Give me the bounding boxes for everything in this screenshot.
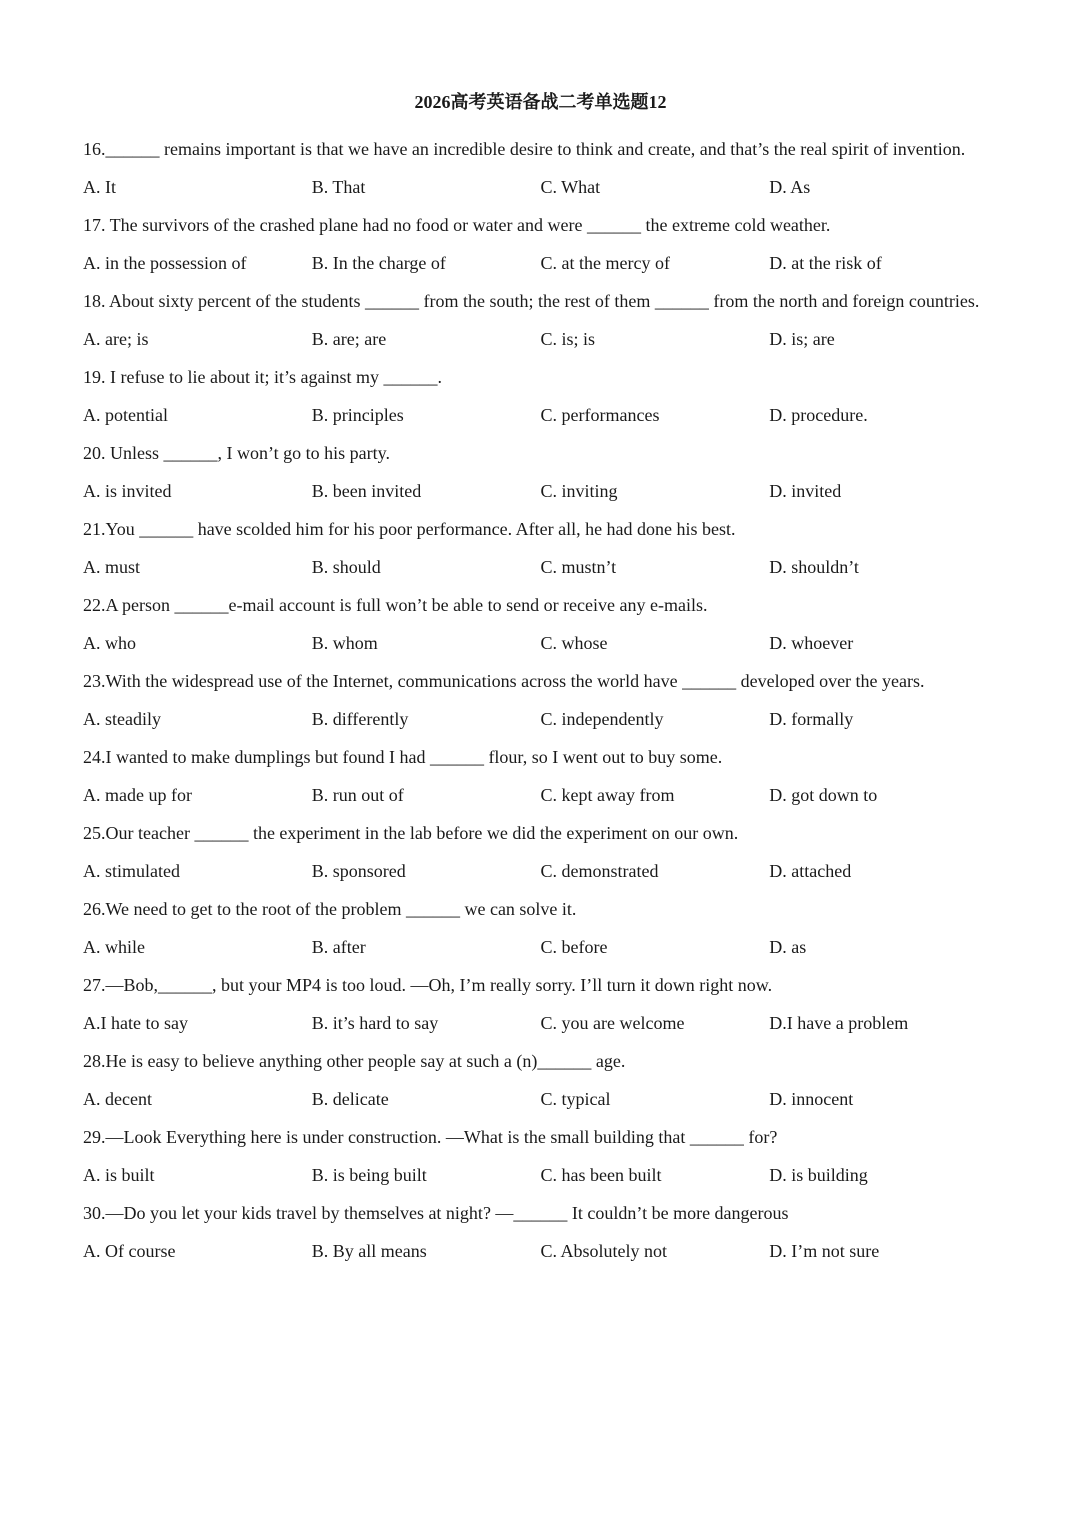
answer-option-c: C. is; is xyxy=(540,329,596,349)
answer-option-c: C. inviting xyxy=(540,481,618,501)
question-item xyxy=(83,130,998,206)
question-stem: 16.______ remains important is that we have an incredible desire to think and create, and that’s the real spirit of invention. xyxy=(83,139,966,159)
answer-option-a: A. who xyxy=(83,633,136,653)
answer-option-b: B. run out of xyxy=(311,785,404,805)
answer-option-c: C. before xyxy=(540,937,608,957)
answer-option-b: B. sponsored xyxy=(311,861,406,881)
question-item xyxy=(83,890,998,966)
answer-options xyxy=(83,928,998,966)
answer-option-d: D. shouldn’t xyxy=(769,557,859,577)
answer-option-c: C. Absolutely not xyxy=(540,1241,668,1261)
answer-option-b: B. By all means xyxy=(311,1241,427,1261)
answer-option-c: C. demonstrated xyxy=(540,861,659,881)
question-stem: 24.I wanted to make dumplings but found I had ______ flour, so I went out to buy some. xyxy=(83,747,723,767)
answer-options xyxy=(83,1004,998,1042)
answer-option-a: A. stimulated xyxy=(83,861,180,881)
answer-option-c: C. What xyxy=(540,177,601,197)
answer-option-c: C. has been built xyxy=(540,1165,662,1185)
answer-options xyxy=(83,244,998,282)
answer-option-b: B. That xyxy=(311,177,366,197)
question-stem: 30.—Do you let your kids travel by themselves at night? —______ It couldn’t be more dangerous xyxy=(83,1203,789,1223)
answer-options xyxy=(83,700,998,738)
answer-option-b: B. In the charge of xyxy=(311,253,446,273)
answer-option-d: D. as xyxy=(769,937,807,957)
question-item xyxy=(83,434,998,510)
question-item xyxy=(83,282,998,358)
answer-option-a: A. is built xyxy=(83,1165,155,1185)
answer-option-a: A. are; is xyxy=(83,329,149,349)
answer-option-d: D. at the risk of xyxy=(769,253,882,273)
answer-option-d: D. As xyxy=(769,177,811,197)
answer-option-d: D. procedure. xyxy=(769,405,868,425)
answer-option-d: D. is; are xyxy=(769,329,835,349)
answer-option-d: D. formally xyxy=(769,709,854,729)
answer-option-d: D. innocent xyxy=(769,1089,854,1109)
answer-option-b: B. whom xyxy=(311,633,378,653)
question-stem: 21.You ______ have scolded him for his poor performance. After all, he had done his best. xyxy=(83,519,736,539)
answer-option-b: B. is being built xyxy=(311,1165,427,1185)
answer-option-a: A. decent xyxy=(83,1089,152,1109)
question-item xyxy=(83,814,998,890)
question-item xyxy=(83,586,998,662)
question-item xyxy=(83,1042,998,1118)
answer-option-d: D.I have a problem xyxy=(769,1013,909,1033)
question-stem: 20. Unless ______, I won’t go to his party. xyxy=(83,443,390,463)
question-stem: 29.—Look Everything here is under construction. —What is the small building that ______ for? xyxy=(83,1127,778,1147)
question-item xyxy=(83,738,998,814)
answer-option-c: C. independently xyxy=(540,709,664,729)
answer-options xyxy=(83,624,998,662)
answer-option-a: A.I hate to say xyxy=(83,1013,188,1033)
answer-option-a: A. potential xyxy=(83,405,168,425)
answer-option-a: A. while xyxy=(83,937,145,957)
question-item xyxy=(83,1118,998,1194)
question-item xyxy=(83,510,998,586)
answer-option-c: C. performances xyxy=(540,405,660,425)
answer-option-a: A. is invited xyxy=(83,481,172,501)
answer-option-a: A. made up for xyxy=(83,785,192,805)
answer-options xyxy=(83,1080,998,1118)
answer-option-c: C. at the mercy of xyxy=(540,253,670,273)
answer-option-b: B. delicate xyxy=(311,1089,389,1109)
answer-option-c: C. typical xyxy=(540,1089,611,1109)
answer-option-b: B. been invited xyxy=(311,481,422,501)
answer-option-d: D. attached xyxy=(769,861,852,881)
answer-option-a: A. Of course xyxy=(83,1241,176,1261)
question-item xyxy=(83,662,998,738)
answer-options xyxy=(83,776,998,814)
answer-options xyxy=(83,548,998,586)
answer-option-a: A. in the possession of xyxy=(83,253,247,273)
answer-option-b: B. should xyxy=(311,557,381,577)
answer-options xyxy=(83,1156,998,1194)
answer-option-d: D. whoever xyxy=(769,633,854,653)
document-page xyxy=(83,88,998,1270)
answer-option-b: B. differently xyxy=(311,709,409,729)
answer-option-d: D. I’m not sure xyxy=(769,1241,880,1261)
answer-option-a: A. steadily xyxy=(83,709,161,729)
question-stem: 25.Our teacher ______ the experiment in the lab before we did the experiment on our own. xyxy=(83,823,739,843)
answer-option-b: B. principles xyxy=(311,405,404,425)
answer-option-d: D. is building xyxy=(769,1165,868,1185)
answer-option-c: C. mustn’t xyxy=(540,557,617,577)
question-stem: 26.We need to get to the root of the problem ______ we can solve it. xyxy=(83,899,577,919)
answer-option-a: A. It xyxy=(83,177,116,197)
answer-options xyxy=(83,472,998,510)
answer-option-d: D. invited xyxy=(769,481,842,501)
answer-options xyxy=(83,396,998,434)
answer-option-c: C. kept away from xyxy=(540,785,675,805)
question-item xyxy=(83,206,998,282)
question-stem: 18. About sixty percent of the students ______ from the south; the rest of them ______ from the north and foreign countries. xyxy=(83,291,980,311)
answer-option-c: C. you are welcome xyxy=(540,1013,685,1033)
answer-options xyxy=(83,320,998,358)
question-item xyxy=(83,966,998,1042)
question-stem: 28.He is easy to believe anything other people say at such a (n)______ age. xyxy=(83,1051,626,1071)
answer-option-b: B. after xyxy=(311,937,366,957)
question-item xyxy=(83,358,998,434)
answer-options xyxy=(83,852,998,890)
document-title: 2026高考英语备战二考单选题12 xyxy=(414,92,667,112)
question-stem: 27.—Bob,______, but your MP4 is too loud. —Oh, I’m really sorry. I’ll turn it down right now. xyxy=(83,975,773,995)
question-item xyxy=(83,1194,998,1270)
answer-option-b: B. it’s hard to say xyxy=(311,1013,439,1033)
question-stem: 19. I refuse to lie about it; it’s against my ______. xyxy=(83,367,442,387)
question-stem: 17. The survivors of the crashed plane had no food or water and were ______ the extreme cold weather. xyxy=(83,215,831,235)
question-stem: 22.A person ______e-mail account is full won’t be able to send or receive any e-mails. xyxy=(83,595,708,615)
answer-options xyxy=(83,168,998,206)
answer-option-b: B. are; are xyxy=(311,329,387,349)
answer-option-a: A. must xyxy=(83,557,141,577)
answer-option-d: D. got down to xyxy=(769,785,878,805)
question-stem: 23.With the widespread use of the Internet, communications across the world have ______ developed over the years. xyxy=(83,671,925,691)
question-list xyxy=(83,130,998,1270)
answer-options xyxy=(83,1232,998,1270)
answer-option-c: C. whose xyxy=(540,633,608,653)
